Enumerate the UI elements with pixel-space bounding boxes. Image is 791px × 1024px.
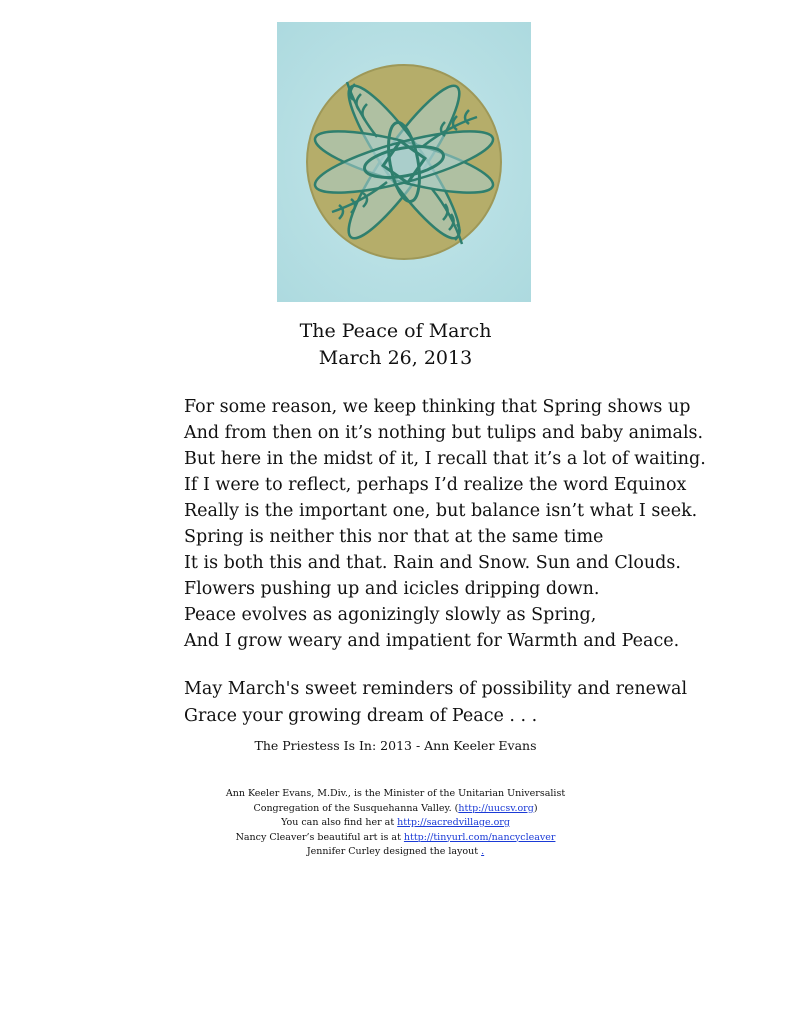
page-header — [0, 318, 791, 372]
poem-line: Spring is neither this nor that at the same time — [184, 527, 604, 547]
credits-line — [0, 845, 791, 860]
artwork-image — [277, 22, 531, 302]
poem-line: It is both this and that. Rain and Snow. Sun and Clouds. — [184, 553, 681, 573]
credits-text: Nancy Cleaver’s beautiful art is at — [235, 831, 404, 843]
sacredvillage-link[interactable]: http://sacredvillage.org — [397, 817, 510, 828]
poem-line: But here in the midst of it, I recall that it’s a lot of waiting. — [184, 449, 706, 469]
credits-text: You can also find her at — [281, 817, 398, 828]
credits-text: Congregation of the Susquehanna Valley. ( — [253, 802, 459, 814]
poem-line: Flowers pushing up and icicles dripping down. — [184, 579, 600, 599]
attribution: The Priestess Is In: 2013 - Ann Keeler Evans — [254, 738, 537, 753]
uucsv-link[interactable]: http://uucsv.org — [458, 802, 534, 814]
layout-link[interactable]: . — [481, 846, 485, 857]
credits-line — [0, 831, 791, 846]
celtic-knot-wheat-icon — [277, 22, 531, 302]
credits-text: ) — [533, 802, 538, 814]
poem-line: And from then on it’s nothing but tulips and baby animals. — [184, 423, 704, 443]
poem-line: And I grow weary and impatient for Warmth and Peace. — [184, 631, 680, 651]
poem-line: For some reason, we keep thinking that Spring shows up — [184, 397, 691, 417]
credits-line — [0, 802, 791, 817]
page-date: March 26, 2013 — [318, 347, 473, 369]
blessing — [184, 676, 784, 730]
credits-text: Jennifer Curley designed the layout — [306, 846, 482, 857]
blessing-line: May March's sweet reminders of possibility and renewal — [184, 679, 688, 699]
page-title: The Peace of March — [299, 320, 492, 342]
nancycleaver-link[interactable]: http://tinyurl.com/nancycleaver — [403, 831, 556, 843]
poem-line: Really is the important one, but balance isn’t what I seek. — [184, 501, 698, 521]
poem-line: Peace evolves as agonizingly slowly as Spring, — [184, 605, 597, 625]
blessing-line: Grace your growing dream of Peace . . . — [184, 706, 538, 726]
credits-line — [0, 816, 791, 831]
credits — [0, 787, 791, 860]
poem — [184, 394, 784, 654]
credits-line: Ann Keeler Evans, M.Div., is the Minister of the Unitarian Universalist — [225, 788, 566, 799]
poem-line: If I were to reflect, perhaps I’d realize the word Equinox — [184, 475, 687, 495]
